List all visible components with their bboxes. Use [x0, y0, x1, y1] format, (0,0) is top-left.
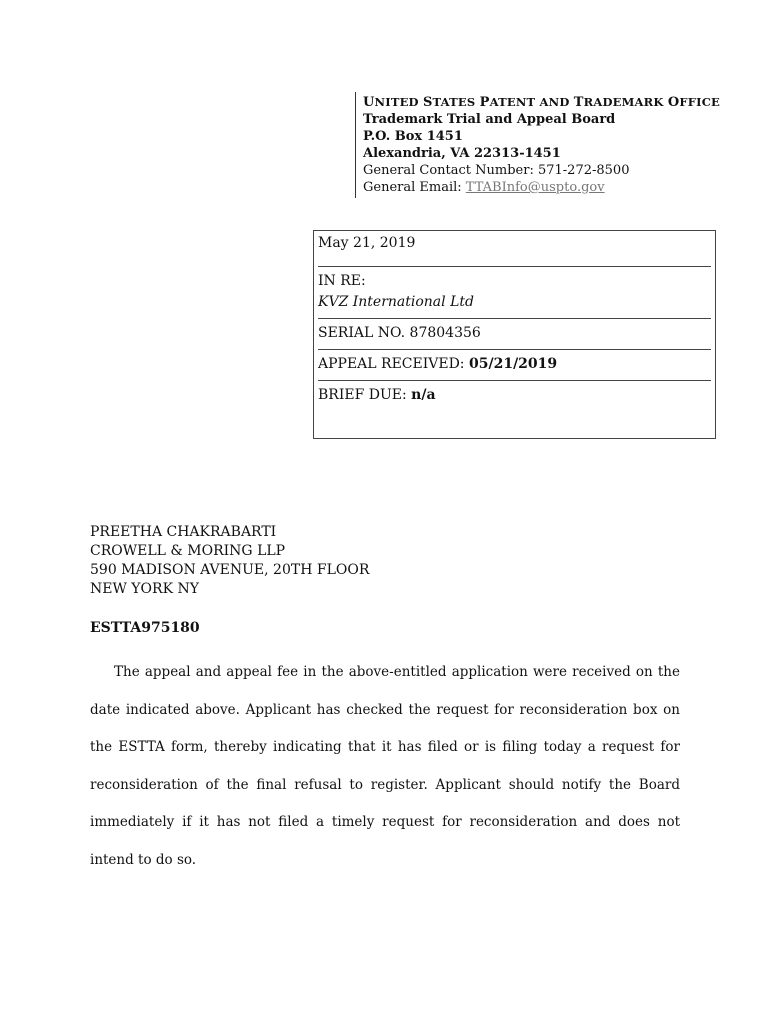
po-box: P.O. Box 1451 [363, 129, 463, 144]
letterhead [355, 92, 720, 198]
office-name: UNITED STATES PATENT AND TRADEMARK OFFICE [363, 95, 721, 110]
city-line: Alexandria, VA 22313-1451 [363, 146, 561, 161]
recipient-street: 590 MADISON AVENUE, 20TH FLOOR [90, 562, 370, 578]
email-label: General Email: [363, 180, 466, 195]
contact-email [363, 179, 720, 196]
contact-phone: General Contact Number: 571-272-8500 [363, 163, 630, 178]
estta-reference: ESTTA975180 [90, 620, 200, 636]
recipient-name: PREETHA CHAKRABARTI [90, 524, 277, 540]
letter-date: May 21, 2019 [318, 231, 711, 267]
email-link[interactable]: TTABInfo@uspto.gov [465, 180, 605, 195]
brief-due: BRIEF DUE: n/a [318, 387, 436, 403]
board-name: Trademark Trial and Appeal Board [363, 112, 616, 127]
notice-body: The appeal and appeal fee in the above-entitled application were received on the date indicated above. Applicant has checked the request for reconsideration box on the ESTTA form, thereby indicating that it has filed or is filing today a request for reconsideration of the final refusal to register. Applicant should notify the Board immediately if it has not filed a timely request for reconsideration and does not intend to do so. [90, 664, 680, 868]
case-info-box [313, 230, 716, 439]
appeal-date: 05/21/2019 [468, 356, 558, 372]
serial-number: SERIAL NO. 87804356 [318, 319, 711, 350]
recipient-city: NEW YORK NY [90, 581, 199, 597]
brief-value: n/a [411, 387, 436, 403]
in-re-section [318, 267, 711, 319]
applicant-name: KVZ International Ltd [318, 294, 474, 310]
recipient-firm: CROWELL & MORING LLP [90, 543, 286, 559]
recipient-address [90, 523, 369, 599]
appeal-received: APPEAL RECEIVED: 05/21/2019 [318, 350, 711, 381]
in-re-label: IN RE: [318, 273, 366, 289]
